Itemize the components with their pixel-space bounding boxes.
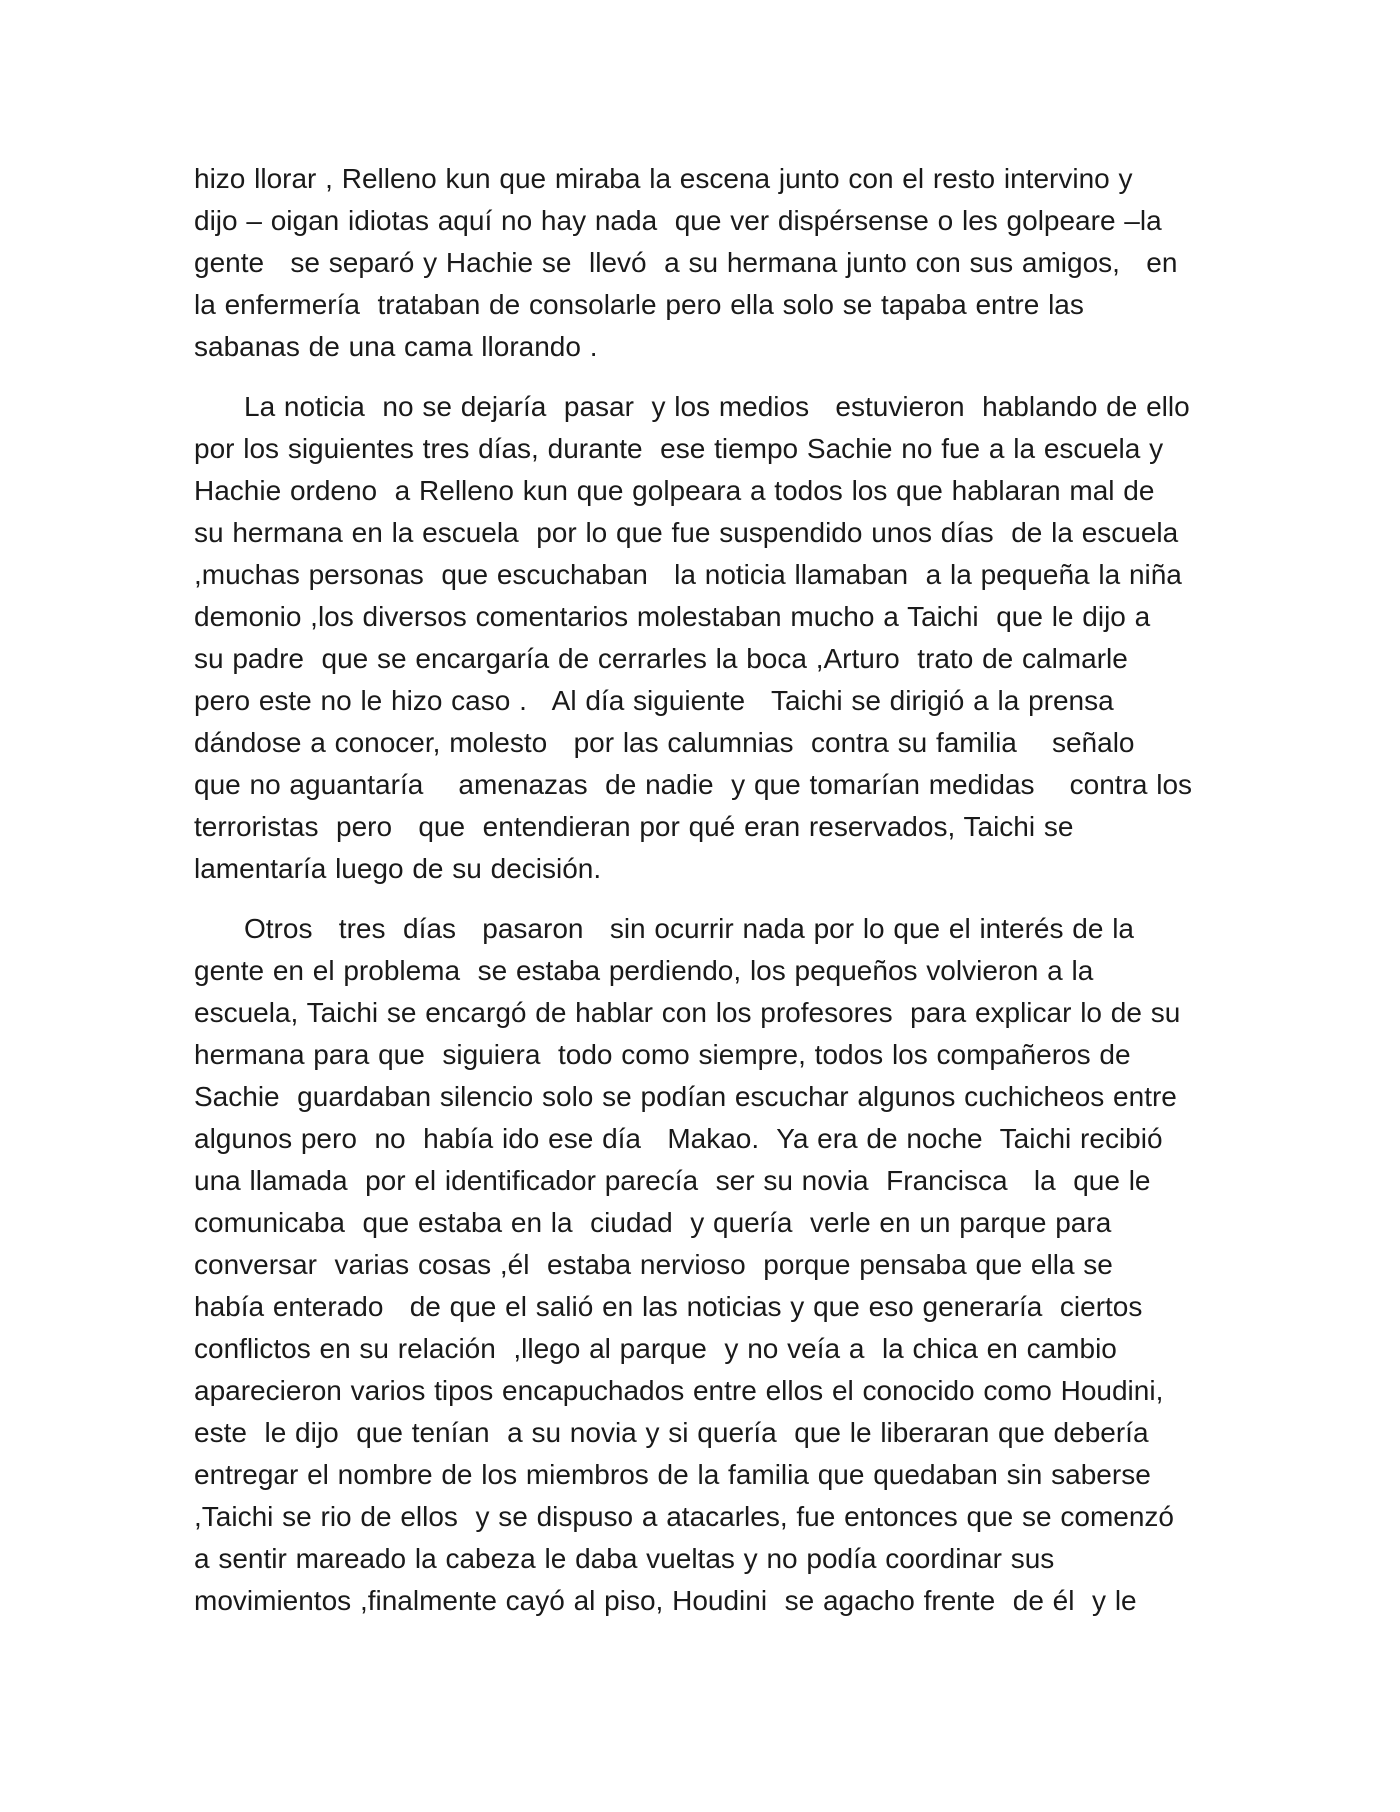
text-line: movimientos ,finalmente cayó al piso, Houdini se agacho frente de él y le: [194, 1585, 1137, 1616]
text-line: comunicaba que estaba en la ciudad y quería verle en un parque para: [194, 1207, 1112, 1238]
text-line: demonio ,los diversos comentarios molestaban mucho a Taichi que le dijo a: [194, 601, 1151, 632]
text-line: lamentaría luego de su decisión.: [194, 853, 602, 884]
text-line: pero este no le hizo caso . Al día siguiente Taichi se dirigió a la prensa: [194, 685, 1114, 716]
text-line: dándose a conocer, molesto por las calumnias contra su familia señalo: [194, 727, 1135, 758]
text-line: conversar varias cosas ,él estaba nervioso porque pensaba que ella se: [194, 1249, 1113, 1280]
text-line: dijo – oigan idiotas aquí no hay nada que ver dispérsense o les golpeare –la: [194, 205, 1162, 236]
paragraph-1: [194, 158, 1214, 368]
text-line: una llamada por el identificador parecía ser su novia Francisca la que le: [194, 1165, 1151, 1196]
text-line: que no aguantaría amenazas de nadie y que tomarían medidas contra los: [194, 769, 1193, 800]
text-line: a sentir mareado la cabeza le daba vueltas y no podía coordinar sus: [194, 1543, 1055, 1574]
text-line: Hachie ordeno a Relleno kun que golpeara a todos los que hablaran mal de: [194, 475, 1155, 506]
text-line: este le dijo que tenían a su novia y si quería que le liberaran que debería: [194, 1417, 1149, 1448]
text-line: entregar el nombre de los miembros de la familia que quedaban sin saberse: [194, 1459, 1151, 1490]
text-line: terroristas pero que entendieran por qué eran reservados, Taichi se: [194, 811, 1074, 842]
text-line: La noticia no se dejaría pasar y los medios estuvieron hablando de ello: [244, 391, 1190, 422]
text-line: hizo llorar , Relleno kun que miraba la escena junto con el resto intervino y: [194, 163, 1133, 194]
text-line: gente en el problema se estaba perdiendo, los pequeños volvieron a la: [194, 955, 1094, 986]
text-line: su padre que se encargaría de cerrarles la boca ,Arturo trato de calmarle: [194, 643, 1128, 674]
text-line: su hermana en la escuela por lo que fue suspendido unos días de la escuela: [194, 517, 1179, 548]
text-line: Sachie guardaban silencio solo se podían escuchar algunos cuchicheos entre: [194, 1081, 1177, 1112]
text-line: aparecieron varios tipos encapuchados entre ellos el conocido como Houdini,: [194, 1375, 1164, 1406]
text-line: la enfermería trataban de consolarle pero ella solo se tapaba entre las: [194, 289, 1084, 320]
text-line: Otros tres días pasaron sin ocurrir nada por lo que el interés de la: [244, 913, 1134, 944]
text-line: escuela, Taichi se encargó de hablar con los profesores para explicar lo de su: [194, 997, 1181, 1028]
paragraph-2: [194, 386, 1214, 890]
text-line: ,muchas personas que escuchaban la noticia llamaban a la pequeña la niña: [194, 559, 1182, 590]
text-line: conflictos en su relación ,llego al parque y no veía a la chica en cambio: [194, 1333, 1117, 1364]
paragraph-3: [194, 908, 1214, 1622]
text-line: gente se separó y Hachie se llevó a su hermana junto con sus amigos, en: [194, 247, 1178, 278]
text-line: había enterado de que el salió en las noticias y que eso generaría ciertos: [194, 1291, 1143, 1322]
text-line: por los siguientes tres días, durante ese tiempo Sachie no fue a la escuela y: [194, 433, 1164, 464]
text-line: algunos pero no había ido ese día Makao. Ya era de noche Taichi recibió: [194, 1123, 1163, 1154]
text-line: hermana para que siguiera todo como siempre, todos los compañeros de: [194, 1039, 1131, 1070]
text-line: sabanas de una cama llorando .: [194, 331, 598, 362]
text-line: ,Taichi se rio de ellos y se dispuso a atacarles, fue entonces que se comenzó: [194, 1501, 1174, 1532]
document-body: [194, 158, 1214, 1640]
